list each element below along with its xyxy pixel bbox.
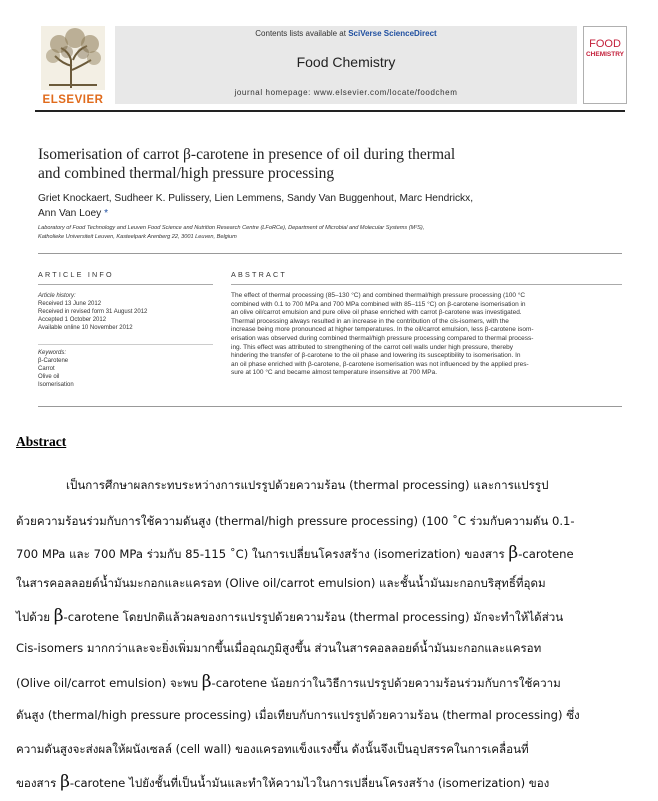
homepage-prefix: journal homepage: — [234, 88, 314, 97]
thai-abstract-label: Abstract — [16, 434, 67, 449]
thai-text: ในสารคอลลอยด์น้ำมันมะกอกและแครอท (Olive oil/carrot emulsion) และชั้นน้ำมันมะกอกบริสุทธิ์ที่อุดม — [16, 576, 546, 590]
thai-text: ความดันสูงจะส่งผลให้ผนังเซลล์ (cell wall) ของแครอทแข็งแรงขึ้น ดังนั้นจึงเป็นอุปสรรคในการเคลื่อนที่ — [16, 742, 529, 756]
title-line: Isomerisation of carrot β-carotene in presence of oil during thermal — [38, 146, 456, 163]
abstract-line: an oil phase enriched with β-carotene, β-carotene isomerisation was not influenced by the applied pres- — [231, 360, 529, 368]
thai-line-3 — [16, 543, 644, 563]
thai-text: -carotene น้อยกว่าในวิธีการแปรรูปด้วยความร้อนร่วมกับการใช้ความ — [211, 676, 561, 690]
sciencedirect-link[interactable]: SciVerse ScienceDirect — [348, 29, 437, 38]
journal-name: Food Chemistry — [296, 54, 396, 70]
abstract-line: ing. This effect was attributed to strengthening of the carrot cell walls under high pressure, thereby — [231, 343, 513, 351]
thai-text: -carotene โดยปกติแล้วผลของการแปรรูปด้วยความร้อน (thermal processing) มักจะทำให้ได้ส่วน — [63, 610, 564, 624]
contents-prefix: Contents lists available at — [255, 29, 349, 38]
beta-symbol: β — [508, 543, 519, 563]
thai-text: -carotene — [518, 547, 574, 561]
abstract-line: The effect of thermal processing (85–130 °C) and combined thermal/high pressure processing (100 °C — [231, 292, 526, 299]
beta-symbol: β — [60, 772, 70, 792]
history-item: Received 13 June 2012 — [38, 301, 102, 307]
thai-line-5 — [16, 606, 644, 626]
keyword: Olive oil — [38, 374, 60, 380]
thai-line-7 — [16, 672, 644, 692]
abstract-line: erisation was observed during combined thermal/high pressure processing compared to thermal process- — [231, 334, 534, 342]
keywords-block — [38, 349, 213, 389]
keywords-label: Keywords: — [38, 350, 67, 356]
paper-title — [38, 145, 598, 183]
keyword: Isomerisation — [38, 382, 74, 388]
beta-symbol: β — [201, 672, 212, 692]
cover-title-food: FOOD — [589, 38, 621, 50]
thai-line-1 — [66, 478, 644, 493]
thai-text: ไปด้วย — [16, 610, 54, 624]
homepage-line — [115, 88, 577, 97]
journal-header — [35, 24, 625, 106]
article-history — [38, 292, 213, 332]
section-divider — [38, 253, 622, 254]
abstract-line: an olive oil/carrot emulsion and pure olive oil phase enriched with carrot β-carotene was investigated. — [231, 309, 522, 317]
authors-line: Griet Knockaert, Sudheer K. Pulissery, Lien Lemmens, Sandy Van Buggenhout, Marc Hendrickx, — [38, 193, 474, 204]
thai-line-8 — [16, 708, 644, 723]
author-name: Ann Van Loey — [38, 208, 102, 219]
thai-text: เป็นการศึกษาผลกระทบระหว่างการแปรรูปด้วยความร้อน (thermal processing) และการแปรรูป — [66, 478, 549, 492]
abstract-bottom-rule — [38, 406, 622, 407]
beta-symbol: β — [53, 606, 64, 626]
thai-text: (Olive oil/carrot emulsion) จะพบ — [16, 676, 202, 690]
history-item: Available online 10 November 2012 — [38, 325, 133, 331]
thai-text: -carotene ไปยังชั้นที่เป็นน้ำมันและทำให้ความไวในการเปลี่ยนโครงสร้าง (isomerization) ของ — [69, 776, 550, 790]
affiliation-line: Laboratory of Food Technology and Leuven Food Science and Nutrition Research Centre (LFoRCe), Department of Microbial and Molecular Systems (M²S), — [38, 225, 425, 231]
title-line: and combined thermal/high pressure processing — [38, 165, 335, 182]
thai-line-10 — [16, 772, 644, 792]
elsevier-tree-icon — [41, 26, 105, 90]
keywords-rule — [38, 344, 213, 345]
abstract-rule — [231, 284, 622, 285]
abstract-line: Thermal processing always resulted in an increase in the contribution of the cis-isomers, with the — [231, 317, 509, 325]
corresponding-author-mark[interactable]: * — [101, 208, 109, 219]
author-list — [38, 191, 618, 221]
article-info-heading: ARTICLE INFO — [38, 270, 114, 279]
authors-line-2 — [38, 206, 618, 221]
abstract-line: combined with 0.1 to 700 MPa and 700 MPa combined with 85–115 °C) on β-carotene isomerisation in — [231, 300, 526, 308]
english-abstract — [231, 292, 622, 378]
thai-line-4 — [16, 576, 644, 591]
keyword: Carrot — [38, 366, 55, 372]
thai-text: ของสาร — [16, 776, 61, 790]
thai-text: ด้วยความร้อนร่วมกับการใช้ความดันสูง (thermal/high pressure processing) (100 ˚C ร่วมกับความดัน 0.1- — [16, 514, 575, 528]
abstract-heading: ABSTRACT — [231, 270, 287, 279]
publisher-name: ELSEVIER — [42, 94, 104, 106]
affiliation-line: Katholieke Universiteit Leuven, Kasteelpark Arenberg 22, 3001 Leuven, Belgium — [38, 233, 237, 240]
article-info-rule — [38, 284, 213, 285]
journal-banner — [115, 24, 577, 106]
header-divider — [35, 110, 625, 112]
journal-cover-thumbnail[interactable] — [583, 26, 627, 104]
abstract-line: sure at 100 °C and became almost temperature insensitive at 700 MPa. — [231, 369, 438, 377]
affiliation — [38, 224, 618, 241]
abstract-line: increase being more pronounced at higher temperatures. In the oil/carrot emulsion, less β-carotene isom- — [231, 326, 534, 334]
keyword: β-Carotene — [38, 358, 69, 364]
history-item: Accepted 1 October 2012 — [38, 317, 107, 323]
contents-line — [115, 29, 577, 38]
cover-title-chemistry: CHEMISTRY — [585, 51, 625, 58]
abstract-line: hindering the transfer of β-carotene to the oil phase and lowering its susceptibility to isomerisation. In — [231, 352, 521, 360]
elsevier-logo[interactable] — [35, 24, 111, 106]
thai-line-9 — [16, 742, 644, 757]
thai-text: ดันสูง (thermal/high pressure processing) เมื่อเทียบกับการแปรรูปด้วยความร้อน (thermal processing) ซึ่ง — [16, 708, 580, 722]
history-label: Article history: — [38, 293, 76, 299]
thai-text: 700 MPa และ 700 MPa ร่วมกับ 85-115 ˚C) ในการเปลี่ยนโครงสร้าง (isomerization) ของสาร — [16, 547, 509, 561]
thai-line-2 — [16, 514, 644, 529]
homepage-link[interactable]: www.elsevier.com/locate/foodchem — [313, 88, 458, 97]
history-item: Received in revised form 31 August 2012 — [38, 309, 148, 315]
thai-text: Cis-isomers มากกว่าและจะยิ่งเพิ่มมากขึ้นเมื่ออุณภูมิสูงขึ้น ส่วนในสารคอลลอยด์น้ำมันมะกอกและแครอท — [16, 641, 542, 655]
thai-line-6 — [16, 641, 644, 656]
